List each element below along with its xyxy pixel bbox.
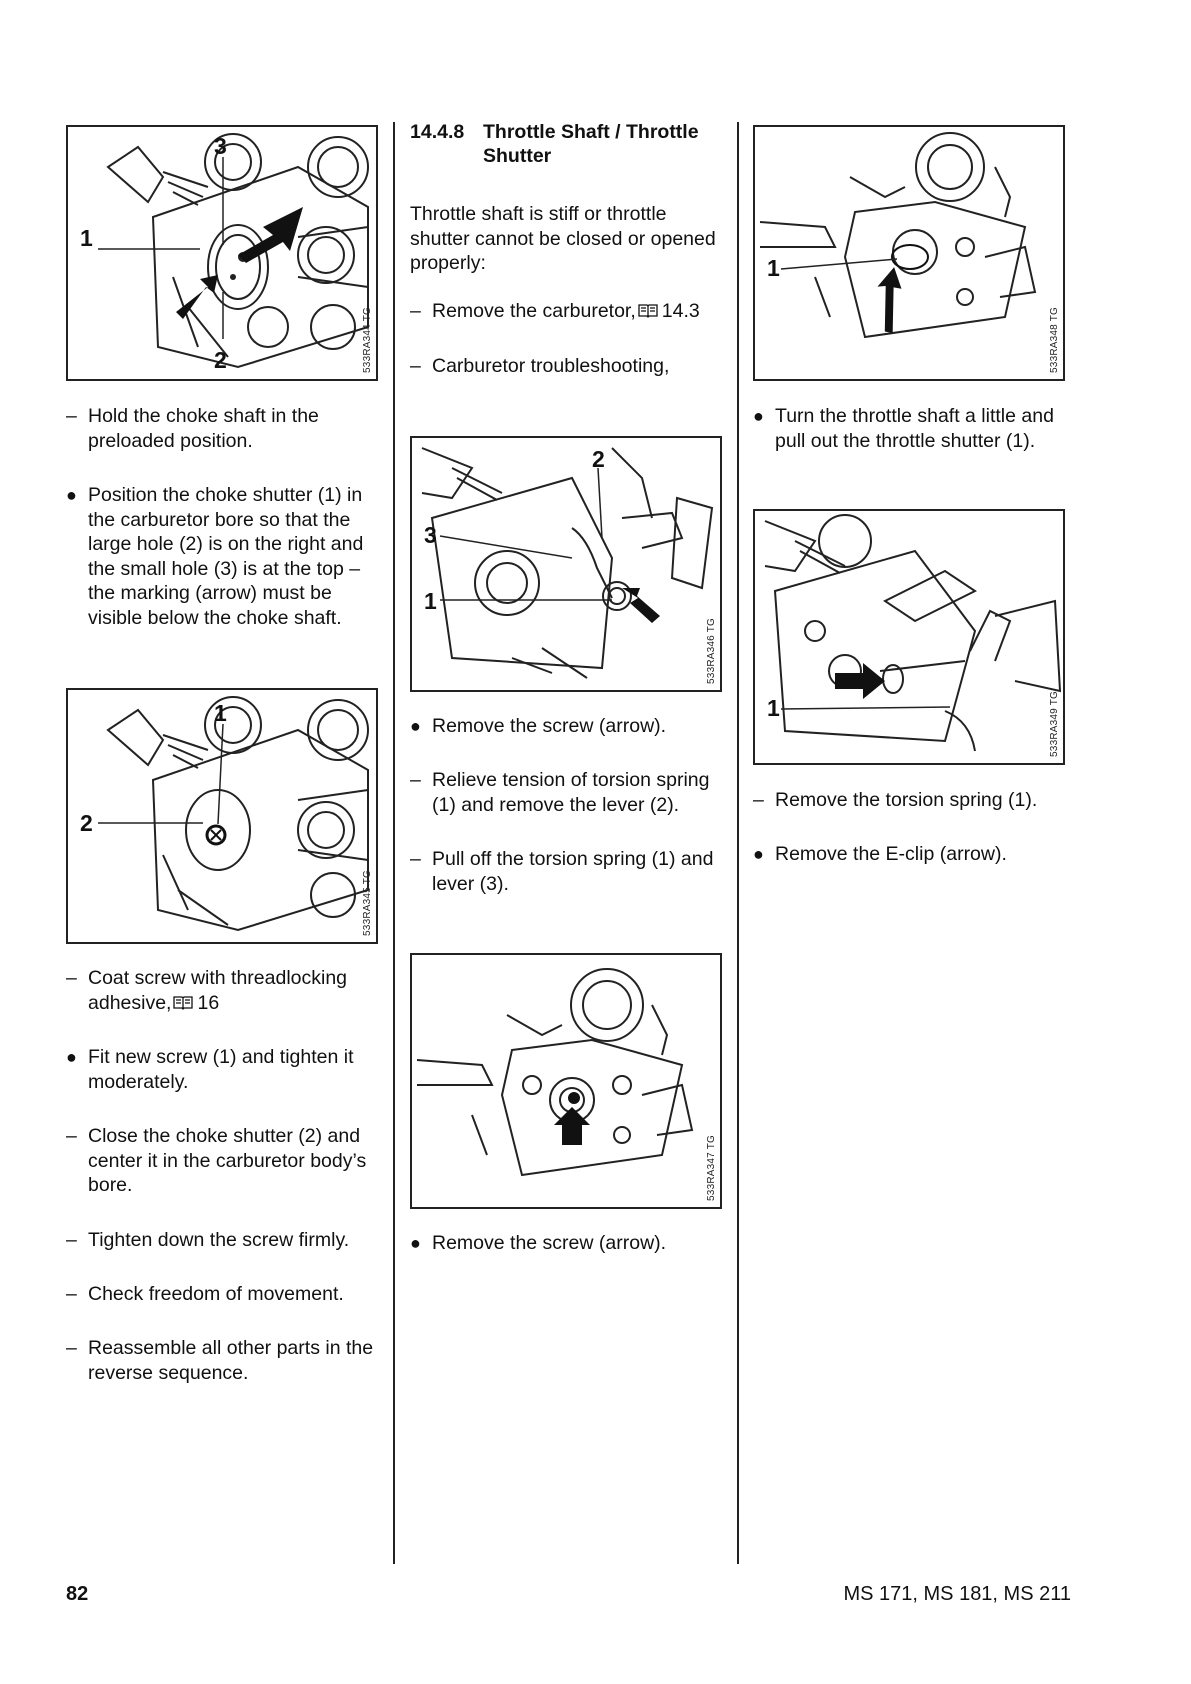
callout-1: 1 xyxy=(767,255,780,281)
text-line xyxy=(432,299,700,324)
text-line: Check freedom of movement. xyxy=(88,1283,344,1305)
text-line: visible below the choke shaft. xyxy=(88,606,342,629)
column-divider-right xyxy=(737,122,739,1564)
text-line xyxy=(88,991,347,1016)
figure-533ra346 xyxy=(410,436,722,692)
text-line: Remove the torsion spring (1). xyxy=(775,789,1038,811)
dash-marker: – xyxy=(66,405,77,427)
text-line: Tighten down the screw firmly. xyxy=(88,1229,350,1251)
bullet-marker: ● xyxy=(753,844,764,864)
text-line: (1) and remove the lever (2). xyxy=(432,793,680,816)
section-title-line: Shutter xyxy=(483,145,552,167)
text-line: Remove the screw (arrow). xyxy=(432,715,667,737)
figure-533ra344 xyxy=(66,125,378,381)
figure-code: 533RA349 TG xyxy=(1049,691,1060,757)
figure-code: 533RA346 TG xyxy=(706,618,717,684)
text-line: Close the choke shutter (2) and xyxy=(88,1125,361,1147)
dash-marker: – xyxy=(410,355,421,377)
dash-marker: – xyxy=(753,789,764,811)
carburetor-front-illustration xyxy=(412,955,720,1207)
dash-marker: – xyxy=(66,1283,77,1305)
column-divider-left xyxy=(393,122,395,1564)
reference-number[interactable]: 14.3 xyxy=(661,300,700,322)
dash-marker: – xyxy=(66,1337,77,1359)
throttle-shutter-illustration xyxy=(755,127,1063,379)
figure-code: 533RA344 TG xyxy=(362,307,373,373)
bullet-marker: ● xyxy=(410,1233,421,1253)
text-line: Carburetor troubleshooting, xyxy=(432,355,670,377)
bullet-marker: ● xyxy=(753,406,764,426)
callout-3: 3 xyxy=(214,133,227,159)
callout-1: 1 xyxy=(424,588,437,614)
bullet-marker: ● xyxy=(66,485,77,505)
figure-533ra348 xyxy=(753,125,1065,381)
text-line: Throttle shaft is stiff or throttle xyxy=(410,203,667,225)
text-line: center it in the carburetor body’s xyxy=(88,1149,367,1172)
dash-marker: – xyxy=(410,848,421,870)
text-line: Coat screw with threadlocking xyxy=(88,967,348,989)
text-line: shutter cannot be closed or opened xyxy=(410,227,716,250)
book-icon xyxy=(173,995,193,1010)
text-line: Fit new screw (1) and tighten it xyxy=(88,1046,354,1068)
book-icon xyxy=(638,303,658,318)
text-line: preloaded position. xyxy=(88,429,253,452)
intro-paragraph xyxy=(410,202,735,276)
dash-marker: – xyxy=(410,769,421,791)
section-number: 14.4.8 xyxy=(410,121,465,143)
callout-1: 1 xyxy=(80,225,93,251)
bullet-marker: ● xyxy=(410,716,421,736)
dash-marker: – xyxy=(66,967,77,989)
figure-code: 533RA345 TG xyxy=(362,870,373,936)
e-clip-illustration xyxy=(755,511,1063,763)
text-line: Pull off the torsion spring (1) and xyxy=(432,848,714,870)
throttle-lever-illustration xyxy=(412,438,720,690)
text-line: Position the choke shutter (1) in xyxy=(88,484,363,506)
figure-code: 533RA347 TG xyxy=(706,1135,717,1201)
page-number: 82 xyxy=(66,1583,89,1605)
dash-marker: – xyxy=(66,1229,77,1251)
text-line: Hold the choke shaft in the xyxy=(88,405,319,427)
carburetor-screw-illustration xyxy=(68,690,376,942)
text-line: Remove the E-clip (arrow). xyxy=(775,843,1007,865)
dash-marker: – xyxy=(66,1125,77,1147)
figure-533ra349 xyxy=(753,509,1065,765)
callout-1: 1 xyxy=(767,695,780,721)
text-line: reverse sequence. xyxy=(88,1361,249,1384)
text-line: bore. xyxy=(88,1174,133,1196)
text-line: Turn the throttle shaft a little and xyxy=(775,405,1054,427)
callout-2: 2 xyxy=(214,347,227,373)
text-fragment: adhesive, xyxy=(88,991,172,1014)
callout-1: 1 xyxy=(214,700,227,726)
text-line: the small hole (3) is at the top – xyxy=(88,557,361,580)
carburetor-choke-illustration xyxy=(68,127,376,379)
bullet-marker: ● xyxy=(66,1047,77,1067)
section-title-line: Throttle Shaft / Throttle xyxy=(483,121,699,143)
figure-533ra347 xyxy=(410,953,722,1209)
figure-533ra345 xyxy=(66,688,378,944)
model-list: MS 171, MS 181, MS 211 xyxy=(843,1583,1071,1605)
text-line: the carburetor bore so that the xyxy=(88,508,351,531)
text-line: pull out the throttle shutter (1). xyxy=(775,429,1036,452)
text-line: moderately. xyxy=(88,1070,189,1093)
text-line: Reassemble all other parts in the xyxy=(88,1337,374,1359)
callout-3: 3 xyxy=(424,522,437,548)
dash-marker: – xyxy=(410,300,421,322)
callout-2: 2 xyxy=(592,446,605,472)
figure-code: 533RA348 TG xyxy=(1049,307,1060,373)
text-line: large hole (2) is on the right and xyxy=(88,533,364,555)
text-line: Remove the screw (arrow). xyxy=(432,1232,667,1254)
text-line: lever (3). xyxy=(432,872,509,895)
callout-2: 2 xyxy=(80,810,93,836)
text-line: the marking (arrow) must be xyxy=(88,582,332,604)
text-line: properly: xyxy=(410,252,486,274)
text-line: Relieve tension of torsion spring xyxy=(432,769,710,791)
text-fragment: Remove the carburetor, xyxy=(432,300,636,322)
reference-number[interactable]: 16 xyxy=(197,991,220,1014)
